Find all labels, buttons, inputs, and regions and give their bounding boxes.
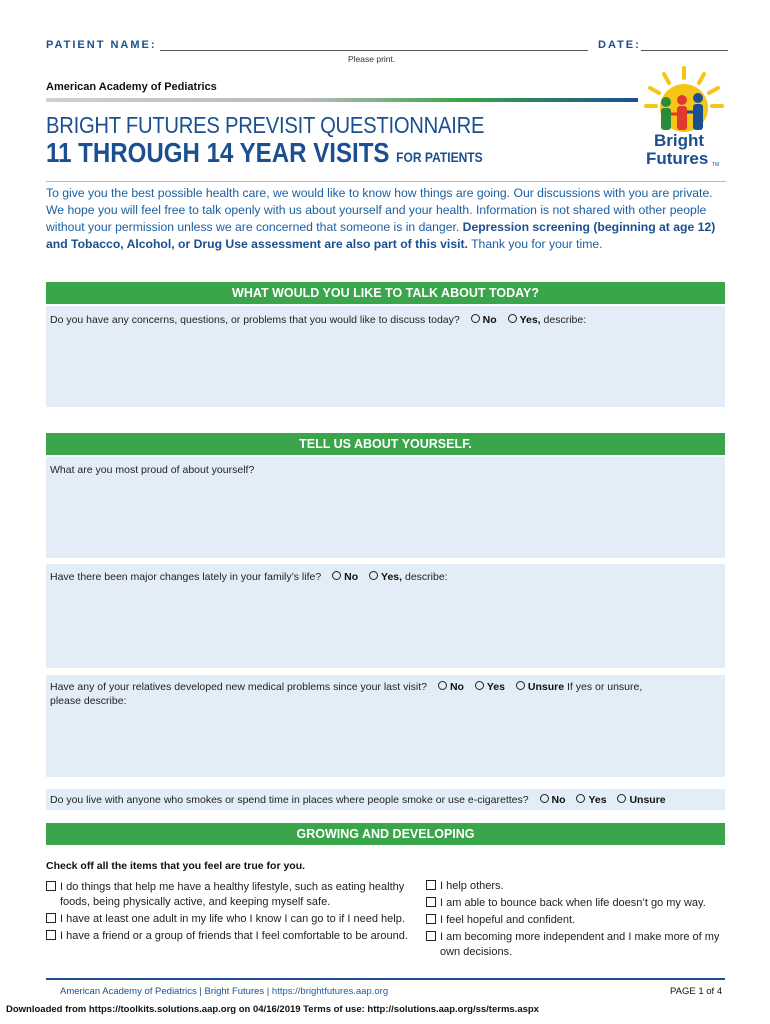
page-number: PAGE 1 of 4	[670, 986, 723, 997]
footer-credits	[60, 986, 388, 997]
date-field[interactable]	[641, 50, 728, 51]
checkbox[interactable]	[46, 913, 56, 923]
radio-unsure[interactable]	[617, 794, 626, 803]
organization-name: American Academy of Pediatrics	[46, 81, 217, 93]
radio-yes[interactable]	[508, 314, 517, 323]
checklist-item-label: I help others.	[440, 880, 504, 892]
question-smoke	[50, 793, 666, 807]
radio-no[interactable]	[471, 314, 480, 323]
logo-trademark: TM	[712, 162, 720, 168]
radio-no[interactable]	[540, 794, 549, 803]
checklist-left	[46, 880, 416, 944]
question-concerns-text: Do you have any concerns, questions, or problems that you would like to discuss today?	[50, 314, 460, 326]
question-family-text: Have there been major changes lately in your family’s life?	[50, 571, 322, 583]
question-family-changes	[50, 570, 448, 584]
checklist-item[interactable]	[46, 912, 416, 927]
option-unsure-label: Unsure	[527, 681, 565, 693]
footer-org: American Academy of Pediatrics | Bright Futures |	[60, 986, 270, 997]
checklist-item[interactable]	[426, 913, 726, 928]
question-smoke-text: Do you live with anyone who smokes or spend time in places where people smoke or use e-cigarettes?	[50, 794, 529, 806]
checklist-item[interactable]	[46, 880, 416, 910]
checklist-item-label: I have a friend or a group of friends that I feel comfortable to be around.	[60, 930, 408, 942]
option-no-label: No	[449, 681, 464, 693]
radio-yes[interactable]	[475, 681, 484, 690]
checklist-item-label: I am becoming more independent and I make more of my own decisions.	[440, 931, 720, 958]
checkbox[interactable]	[426, 914, 436, 924]
question-concerns	[50, 313, 586, 327]
intro-paragraph	[46, 185, 728, 253]
footer-rule	[46, 978, 725, 980]
radio-unsure[interactable]	[516, 681, 525, 690]
please-print-note: Please print.	[348, 54, 396, 64]
checklist-right	[426, 879, 726, 960]
checkbox[interactable]	[426, 880, 436, 890]
checklist-item-label: I feel hopeful and confident.	[440, 914, 576, 926]
option-yes-label: Yes	[486, 681, 505, 693]
checklist-item[interactable]	[426, 930, 726, 960]
patient-name-field[interactable]	[160, 50, 588, 51]
checklist-item-label: I do things that help me have a healthy lifestyle, such as eating healthy foods, being physically active, and keeping myself safe.	[60, 881, 405, 908]
logo-text-futures: Futures	[646, 149, 709, 168]
option-no-label: No	[344, 571, 359, 583]
checkbox[interactable]	[46, 930, 56, 940]
describe-label: describe:	[402, 571, 448, 583]
patient-name-label: PATIENT NAME:	[46, 39, 157, 51]
intro-text: To give you the best possible health care, we would like to know how things are going. Our discussions with you are private. We hope you will feel free to talk openly with us about yourself and your health. Information is not shared with other people without your permission unless we are concerned that someone is in danger.	[46, 186, 713, 234]
bright-futures-logo	[642, 64, 726, 174]
title-line2	[46, 137, 483, 169]
title-rule	[46, 181, 726, 182]
option-yes-label: Yes,	[381, 571, 403, 583]
checklist-instruction: Check off all the items that you feel are true for you.	[46, 860, 306, 872]
checklist-item[interactable]	[426, 879, 726, 894]
logo-text-bright: Bright	[654, 131, 705, 150]
footer-link[interactable]: https://brightfutures.aap.org	[271, 986, 389, 997]
option-no-label: No	[551, 794, 566, 806]
question-relatives-text: Have any of your relatives developed new medical problems since your last visit?	[50, 681, 428, 693]
header-rule	[46, 98, 638, 102]
section-heading-about: TELL US ABOUT YOURSELF.	[46, 433, 725, 455]
title-visit-range: 11 THROUGH 14 YEAR VISITS	[46, 137, 390, 168]
checklist-item-label: I have at least one adult in my life who I know I can go to if I need help.	[60, 913, 405, 925]
radio-yes[interactable]	[576, 794, 585, 803]
title-line1: BRIGHT FUTURES PREVISIT QUESTIONNAIRE	[46, 112, 485, 138]
radio-yes[interactable]	[369, 571, 378, 580]
checkbox[interactable]	[426, 931, 436, 941]
radio-no[interactable]	[332, 571, 341, 580]
date-label: DATE:	[598, 39, 641, 51]
question-proud: What are you most proud of about yourself?	[50, 464, 255, 476]
option-yes-label: Yes,	[519, 314, 541, 326]
if-yes-label: If yes or unsure,	[564, 681, 643, 693]
download-notice: Downloaded from https://toolkits.solutions.aap.org on 04/16/2019 Terms of use: http://solutions.aap.org/ss/terms.aspx	[6, 1004, 539, 1015]
describe-label: describe:	[540, 314, 587, 326]
please-describe-label: please describe:	[50, 695, 127, 707]
section-heading-growing: GROWING AND DEVELOPING	[46, 823, 725, 845]
title-audience: FOR PATIENTS	[396, 149, 483, 165]
option-no-label: No	[482, 314, 497, 326]
question-relatives	[50, 680, 720, 708]
section-heading-talk: WHAT WOULD YOU LIKE TO TALK ABOUT TODAY?	[46, 282, 725, 304]
radio-no[interactable]	[438, 681, 447, 690]
checklist-item[interactable]	[426, 896, 726, 911]
option-yes-label: Yes	[588, 794, 607, 806]
checklist-item[interactable]	[46, 929, 416, 944]
checkbox[interactable]	[426, 897, 436, 907]
intro-bold: Depression screening (beginning at age 12) and Tobacco, Alcohol, or Drug Use assessment are also part of this visit.	[46, 220, 716, 251]
checkbox[interactable]	[46, 881, 56, 891]
checklist-item-label: I am able to bounce back when life doesn’t go my way.	[440, 897, 706, 909]
intro-thanks: Thank you for your time.	[467, 237, 603, 251]
option-unsure-label: Unsure	[629, 794, 666, 806]
